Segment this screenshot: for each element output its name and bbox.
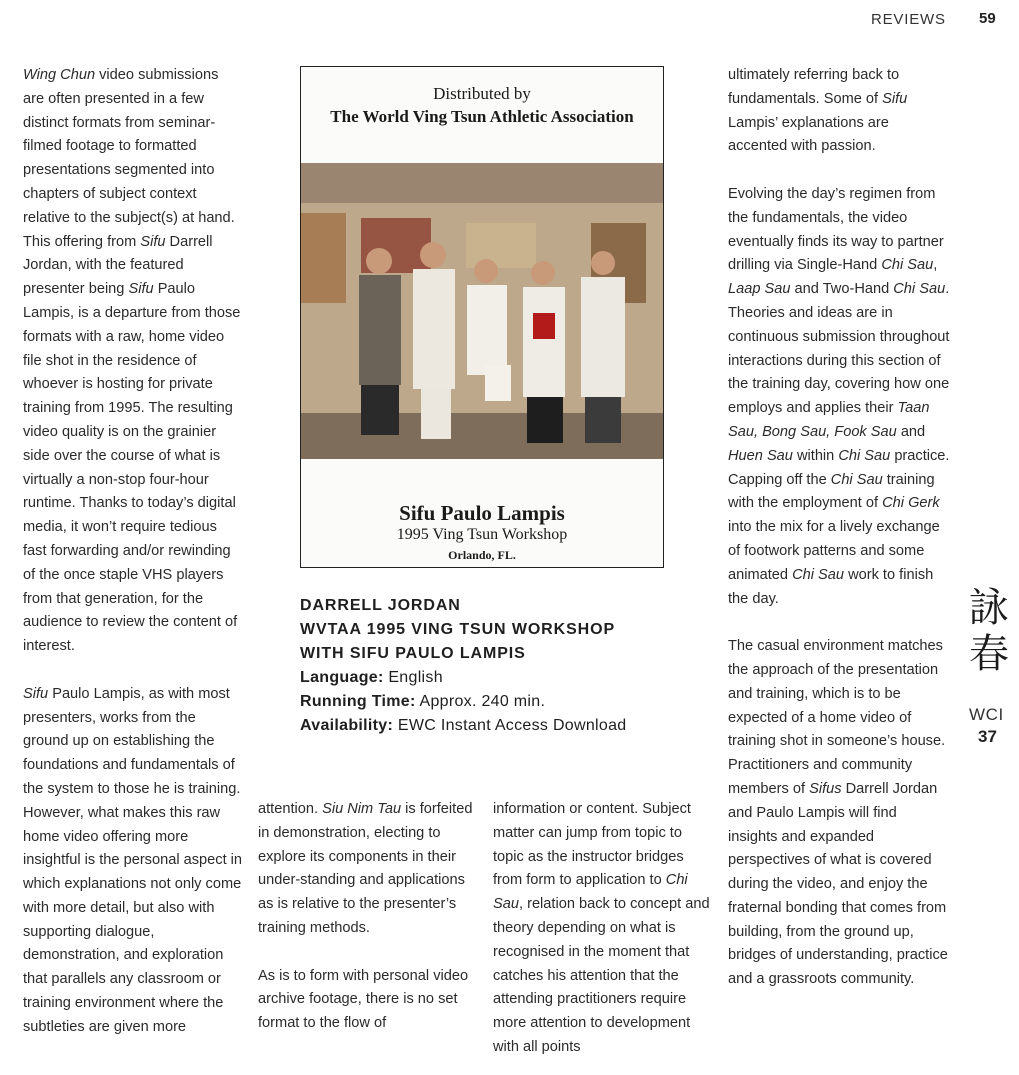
paragraph bbox=[728, 183, 950, 611]
text-run: practice. Capping off the bbox=[728, 447, 950, 488]
paragraph bbox=[23, 64, 243, 659]
text-run: within bbox=[792, 447, 839, 464]
text-run: Darrell Jordan and Paulo Lampis will find insights and expanded perspectives of what is covered during the video, and enjoy the fraternal bonding that comes from building, from the ground up, bridges of understanding, practice and a grassroots community. bbox=[728, 780, 948, 988]
text-run: is forfeited in demonstration, electing to explore its components in their under-standing and applications as is relative to the presenter’s training methods. bbox=[258, 801, 473, 936]
text-run: , bbox=[933, 257, 938, 274]
emphasis-text: Siu Nim Tau bbox=[322, 801, 402, 817]
column-1 bbox=[23, 64, 243, 1040]
runtime-row bbox=[300, 690, 700, 714]
emphasis-text: Chi Sau bbox=[838, 447, 891, 464]
paragraph bbox=[258, 965, 480, 1036]
language-row bbox=[300, 666, 700, 690]
text-run: , relation back to concept and theory depending on what is recognised in the moment that catches his attention that the attending practitioners require more attention to development with all points bbox=[493, 896, 710, 1055]
text-run: As is to form with personal video archive footage, there is no set format to the flow of bbox=[258, 967, 469, 1032]
language-label: Language: bbox=[300, 669, 384, 686]
emphasis-text: Chi Sau bbox=[493, 872, 688, 913]
product-info bbox=[300, 594, 700, 738]
text-run: Evolving the day’s regimen from the fundamentals, the video eventually finds its way to partner drilling via Single-Hand bbox=[728, 185, 944, 274]
paragraph bbox=[728, 635, 950, 992]
column-2 bbox=[258, 798, 480, 1036]
emphasis-text: Chi Gerk bbox=[882, 495, 940, 512]
product-title-line: DARRELL JORDAN bbox=[300, 597, 461, 614]
cover-location: Orlando, FL. bbox=[448, 548, 516, 562]
emphasis-text: Sifu bbox=[882, 90, 908, 107]
issue-number: 37 bbox=[978, 727, 997, 746]
emphasis-text: Huen Sau bbox=[728, 447, 793, 464]
text-run: training with the employment of bbox=[728, 471, 935, 512]
paragraph bbox=[728, 64, 950, 159]
wing-chun-characters: 詠春 bbox=[969, 585, 1009, 677]
text-run: The casual environment matches the approach of the presentation and training, which is to be expected of a home video of training shot in someone’s house. Practitioners and community members of bbox=[728, 638, 946, 797]
text-run: Darrell Jordan, with the featured presenter being bbox=[23, 233, 213, 298]
column-4 bbox=[728, 64, 950, 992]
magazine-name: WCI bbox=[969, 705, 1004, 724]
runtime-value: Approx. 240 min. bbox=[415, 693, 546, 710]
text-run: . Theories and ideas are in continuous submission throughout interactions during this section of the training day, covering how one employs and applies their bbox=[728, 281, 950, 417]
paragraph bbox=[258, 798, 480, 941]
paragraph bbox=[23, 683, 243, 1040]
text-run: attention. bbox=[258, 801, 323, 817]
paragraph bbox=[493, 798, 715, 1060]
availability-value: EWC Instant Access Download bbox=[393, 717, 627, 734]
cover-workshop-title: 1995 Ving Tsun Workshop bbox=[396, 526, 568, 543]
product-title-line: WITH SIFU PAULO LAMPIS bbox=[300, 645, 526, 662]
availability-row bbox=[300, 714, 700, 738]
page-number: 59 bbox=[979, 10, 996, 27]
text-run: video submissions are often presented in a few distinct formats from seminar-filmed footage to formatted presentations segmented into chapters of subject context relative to the subject(s) at hand. This offering from bbox=[23, 67, 235, 250]
emphasis-text: Taan Sau, Bong Sau, Fook Sau bbox=[728, 400, 930, 440]
text-run: information or content. Subject matter can jump from topic to topic as the instructor bridges from form to application to bbox=[493, 801, 691, 889]
cover-group-photo bbox=[301, 163, 663, 459]
text-run: into the mix for a lively exchange of footwork patterns and some animated bbox=[728, 519, 940, 583]
text-run: Lampis’ explanations are accented with passion. bbox=[728, 114, 889, 155]
header-section: REVIEWS bbox=[871, 11, 946, 28]
dvd-cover-image bbox=[300, 66, 664, 568]
availability-label: Availability: bbox=[300, 717, 394, 734]
emphasis-text: Chi Sau bbox=[830, 471, 883, 488]
emphasis-text: Laap Sau bbox=[728, 281, 791, 298]
cover-association: The World Ving Tsun Athletic Association bbox=[330, 107, 634, 126]
column-3 bbox=[493, 798, 715, 1060]
text-run: work to finish the day. bbox=[728, 566, 934, 607]
emphasis-text: Wing Chun bbox=[23, 67, 96, 83]
emphasis-text: Chi Sau bbox=[792, 566, 845, 583]
product-title-line: WVTAA 1995 VING TSUN WORKSHOP bbox=[300, 621, 616, 638]
emphasis-text: Sifu bbox=[23, 685, 49, 702]
group-photo-illustration bbox=[301, 163, 663, 459]
emphasis-text: Sifu bbox=[140, 233, 166, 250]
text-run: ultimately referring back to fundamentals. Some of bbox=[728, 67, 900, 107]
text-run: Paulo Lampis, as with most presenters, works from the ground up on establishing the foundations and fundamentals of the system to those he is training. However, what makes this raw home video offering more insightful is the personal aspect in which explanations not only come with more detail, but also with supporting dialogue, demonstration, and exploration that parallels any classroom or training environment where the subtleties are given more bbox=[23, 685, 243, 1035]
text-run: and Two-Hand bbox=[790, 281, 894, 298]
emphasis-text: Sifus bbox=[809, 780, 842, 797]
emphasis-text: Sifu bbox=[128, 281, 154, 298]
text-run: and bbox=[896, 423, 926, 440]
runtime-label: Running Time: bbox=[300, 693, 416, 710]
emphasis-text: Chi Sau bbox=[881, 257, 934, 274]
text-run: Paulo Lampis, is a departure from those formats with a raw, home video file shot in the residence of whoever is hosting for private training from 1995. The resulting video quality is on the grainier side over the course of what is virtually a non-stop four-hour runtime. Thanks to today’s digital media, it won’t require tedious fast forwarding and/or rewinding of the once staple VHS players from that generation, for the audience to review the content of interest. bbox=[23, 281, 241, 655]
cover-presenter-name: Sifu Paulo Lampis bbox=[399, 501, 565, 525]
emphasis-text: Chi Sau bbox=[893, 281, 946, 298]
language-value: English bbox=[383, 669, 443, 686]
cover-distributed-by: Distributed by bbox=[433, 84, 531, 103]
